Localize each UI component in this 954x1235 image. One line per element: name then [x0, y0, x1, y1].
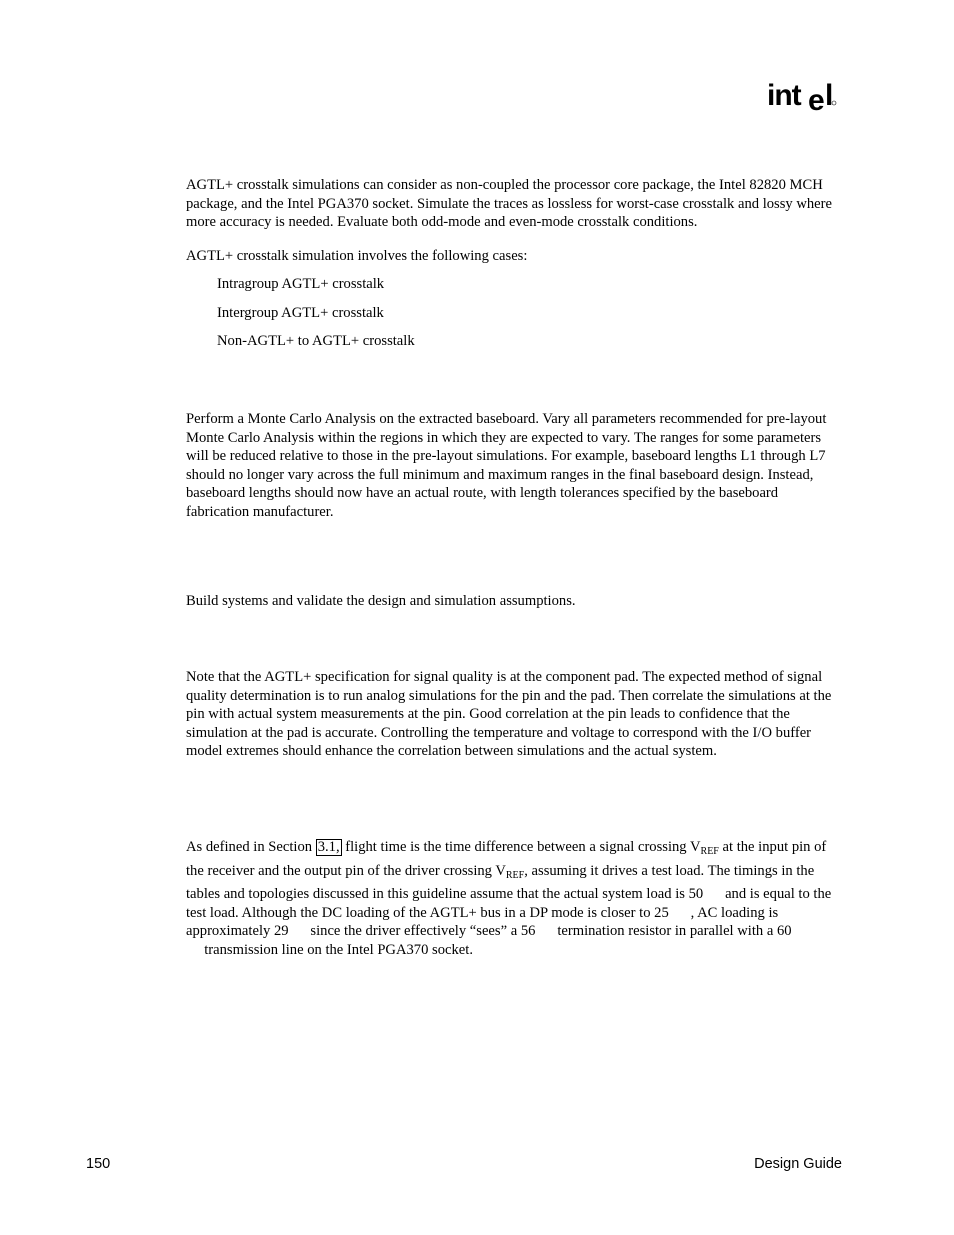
paragraph-crosstalk-intro: AGTL+ crosstalk simulations can consider as non-coupled the processor core package, the Intel 82820 MCH package, and the Intel PGA370 socket. Simulate the traces as lossless for worst-case crosstalk and lossy where more accuracy is needed. Evaluate both odd-mode and even-mode crosstalk conditions.: [186, 177, 833, 230]
svg-text:e: e: [808, 84, 825, 114]
list-item: Intergroup AGTL+ crosstalk: [217, 305, 384, 321]
paragraph-crosstalk-cases: AGTL+ crosstalk simulation involves the following cases:: [186, 248, 528, 264]
paragraph-validation: Build systems and validate the design and simulation assumptions.: [186, 593, 576, 609]
paragraph-signal-quality: Note that the AGTL+ specification for signal quality is at the component pad. The expected method of signal quality determination is to run analog simulations for the pin and the pad. Then correlate the simulations at the pin with actual system measurements at the pin. Good correlation at the pin leads to confidence that the simulation at the pad is accurate. Controlling the temperature and voltage to correspond with the I/O buffer model extremes should enhance the correlation between simulations and the actual system.: [186, 669, 832, 759]
paragraph-monte-carlo: Perform a Monte Carlo Analysis on the extracted baseboard. Vary all parameters recommended for pre-layout Monte Carlo Analysis within the regions in which they are expected to vary. The ranges for some parameters will be reduced relative to those in the pre-layout simulations. For example, baseboard lengths L1 through L7 should no longer vary across the full minimum and maximum ranges in the final baseboard design. Instead, baseboard lengths should now have an actual route, with length tolerances specified by the baseboard fabrication manufacturer.: [186, 411, 827, 520]
list-item: Non-AGTL+ to AGTL+ crosstalk: [217, 333, 415, 349]
svg-text:int: int: [767, 79, 801, 112]
list-item: Intragroup AGTL+ crosstalk: [217, 276, 385, 292]
paragraph-flight-time: As defined in Section 3.1, flight time is the time difference between a signal crossing $V_{REF}$ at the input pin of the receiver and the output pin of the driver crossing $V_{REF}$, assuming it drives a test load. The timings in the tables and topologies discussed in this guideline assume that the actual system load is 50 and is equal to the test load. Although the DC loading of the AGTL+ bus in a DP mode is closer to 25 , AC loading is approximately 29 since the driver effectively “sees” a 56 termination resistor in parallel with a 60 transmission line on the Intel PGA370 socket.: [186, 839, 832, 958]
svg-text:l: l: [825, 79, 834, 112]
document-title: Design Guide: [754, 1156, 842, 1172]
section-link[interactable]: 3.1,: [317, 839, 340, 855]
intel-logo: [766, 72, 838, 114]
page-number: 150: [86, 1156, 111, 1172]
